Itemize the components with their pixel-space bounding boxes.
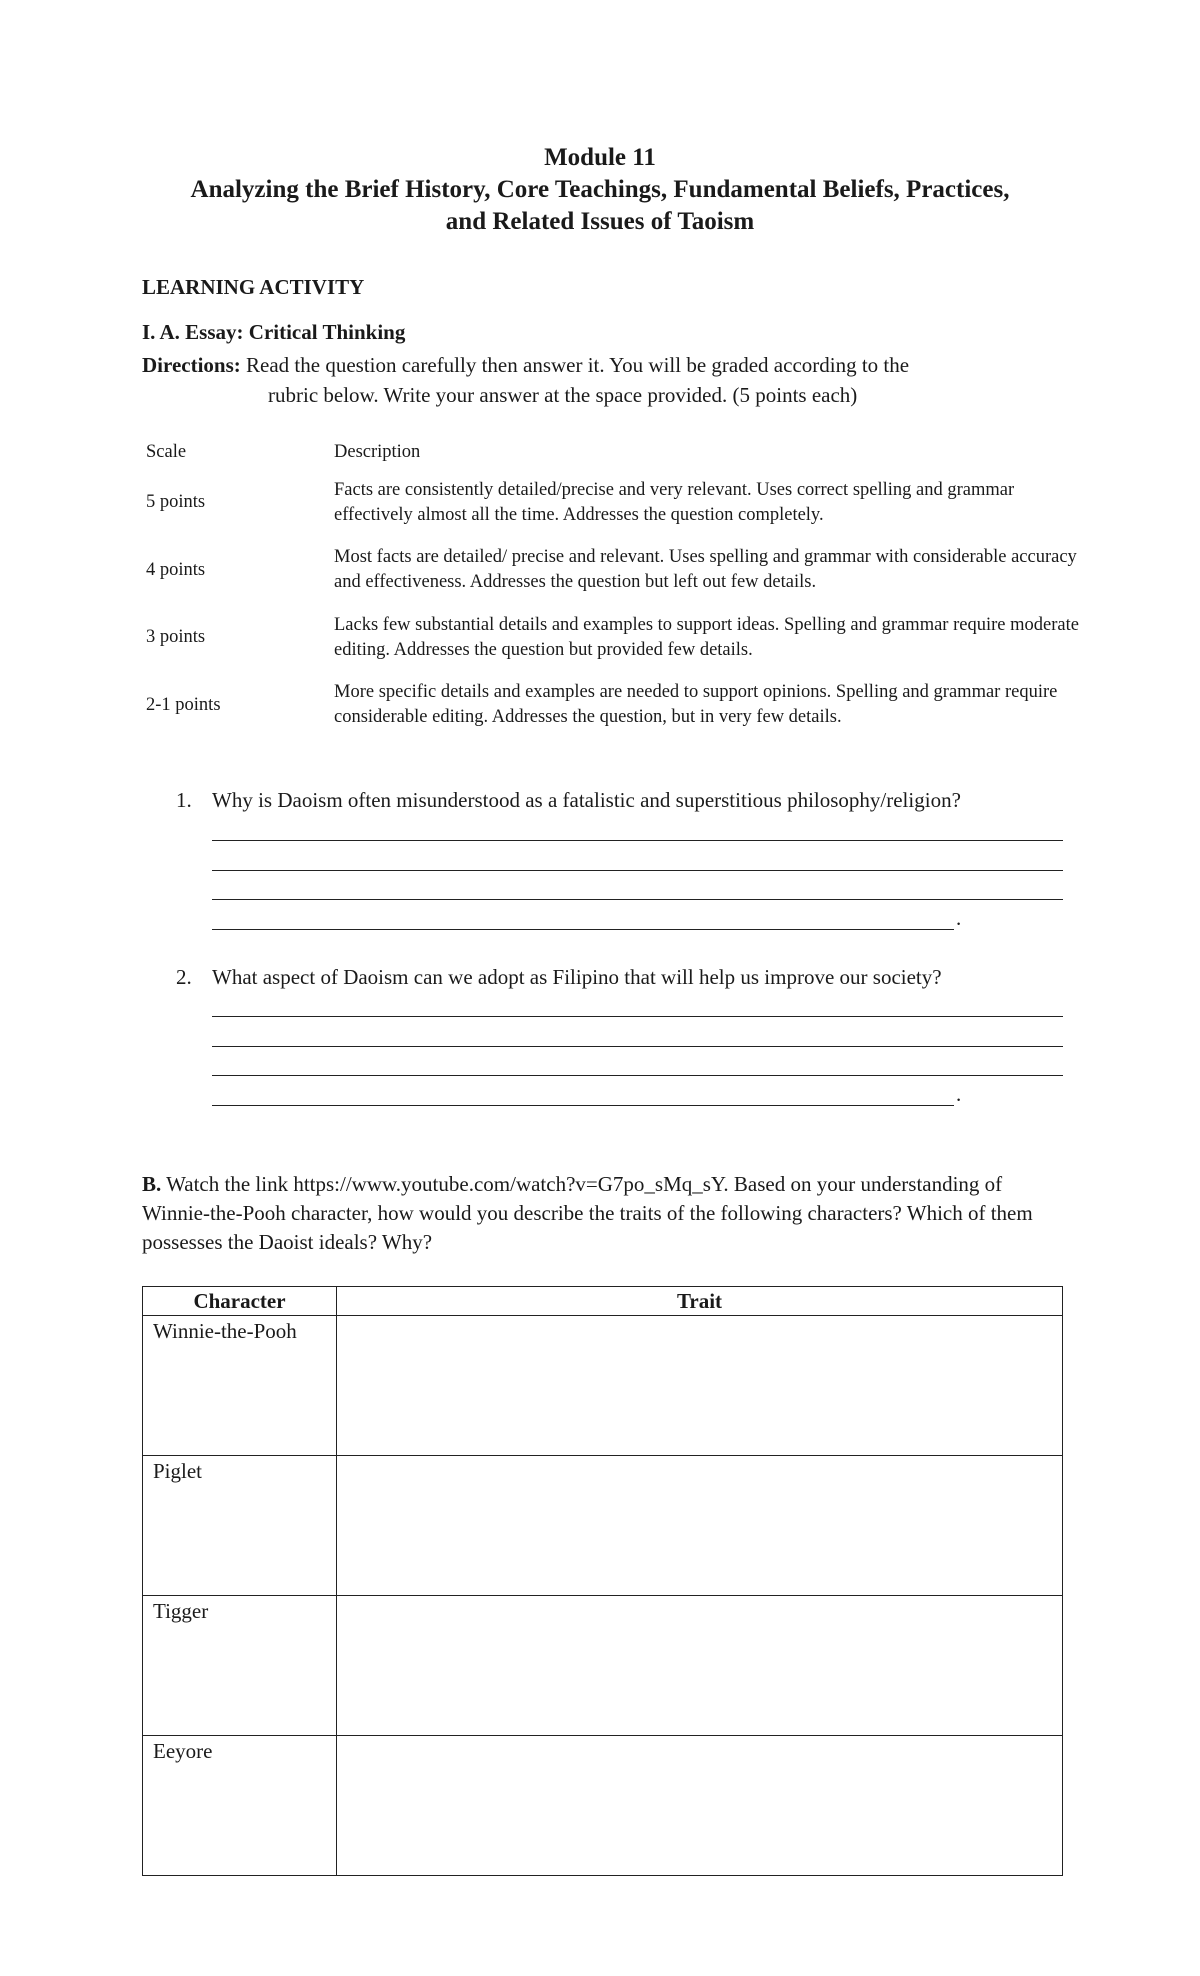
character-name: Tigger — [143, 1596, 337, 1736]
answer-line[interactable] — [212, 1075, 1063, 1076]
character-name: Winnie-the-Pooh — [143, 1316, 337, 1456]
question-2 — [176, 965, 942, 990]
question-1 — [176, 788, 961, 813]
rubric-description: Lacks few substantial details and examples to support ideas. Spelling and grammar require moderate editing. Addresses the question but provided few details. — [334, 614, 1079, 660]
part-b-instructions — [142, 1170, 1072, 1257]
character-row — [143, 1456, 1063, 1596]
rubric-header-description: Description — [334, 442, 421, 462]
rubric-row — [142, 665, 1082, 745]
learning-activity-heading: LEARNING ACTIVITY — [142, 275, 365, 299]
directions-text-2: rubric below. Write your answer at the space provided. (5 points each) — [268, 383, 858, 407]
question-2-number: 2. — [176, 965, 192, 989]
trait-answer-cell[interactable] — [337, 1316, 1063, 1456]
module-number: Module 11 — [544, 144, 656, 171]
rubric-header-row — [142, 440, 1082, 475]
answer-line[interactable] — [212, 870, 1063, 871]
module-title-line-2: and Related Issues of Taoism — [445, 208, 755, 235]
character-trait-table — [142, 1286, 1063, 1876]
question-2-text: What aspect of Daoism can we adopt as Filipino that will help us improve our society? — [212, 965, 942, 989]
rubric-scale: 2-1 points — [146, 694, 221, 715]
character-row — [143, 1316, 1063, 1456]
answer-line[interactable] — [212, 840, 1063, 841]
answer-end-period: . — [956, 1082, 962, 1106]
rubric-row — [142, 610, 1082, 665]
rubric-header-scale: Scale — [146, 442, 187, 462]
rubric-scale: 3 points — [146, 627, 206, 647]
character-row — [143, 1736, 1063, 1876]
directions-paragraph — [142, 350, 1062, 410]
answer-end-period: . — [956, 906, 962, 930]
part-b-text: Watch the link https://www.youtube.com/watch?v=G7po_sMq_sY. Based on your understanding of Winnie-the-Pooh character, how would you describe the traits of the following characters? Which of them possesses the Daoist ideals? Why? — [142, 1172, 1033, 1254]
rubric-row — [142, 475, 1082, 530]
rubric-scale: 4 points — [146, 559, 206, 580]
part-b-label: B. — [142, 1172, 162, 1196]
answer-line[interactable] — [212, 899, 1063, 900]
module-title-line-1: Analyzing the Brief History, Core Teachings, Fundamental Beliefs, Practices, — [190, 176, 1010, 203]
essay-section-heading: I. A. Essay: Critical Thinking — [142, 320, 406, 344]
trait-column-header: Trait — [337, 1287, 1063, 1316]
trait-answer-cell[interactable] — [337, 1596, 1063, 1736]
rubric-scale: 5 points — [146, 492, 206, 512]
trait-answer-cell[interactable] — [337, 1736, 1063, 1876]
character-name: Piglet — [143, 1456, 337, 1596]
rubric-table — [142, 440, 1082, 745]
rubric-description: Facts are consistently detailed/precise and very relevant. Uses correct spelling and grammar effectively almost all the time. Addresses the question completely. — [334, 479, 1015, 525]
rubric-description: Most facts are detailed/ precise and relevant. Uses spelling and grammar with considerable accuracy and effectiveness. Addresses the question but left out few details. — [334, 547, 1077, 592]
rubric-description: More specific details and examples are needed to support opinions. Spelling and grammar require considerable editing. Addresses the question, but in very few details. — [334, 682, 1058, 727]
answer-line[interactable] — [212, 1016, 1063, 1017]
rubric-row — [142, 530, 1082, 610]
trait-answer-cell[interactable] — [337, 1456, 1063, 1596]
module-title-block — [0, 142, 1200, 238]
directions-text-1: Read the question carefully then answer it. You will be graded according to the — [240, 353, 910, 377]
character-name: Eeyore — [143, 1736, 337, 1876]
question-1-number: 1. — [176, 788, 192, 812]
character-column-header: Character — [143, 1287, 337, 1316]
character-row — [143, 1596, 1063, 1736]
answer-line[interactable] — [212, 1046, 1063, 1047]
character-table-header — [143, 1287, 1063, 1316]
answer-line[interactable] — [212, 1105, 954, 1106]
question-1-text: Why is Daoism often misunderstood as a fatalistic and superstitious philosophy/religion? — [212, 788, 961, 812]
answer-line[interactable] — [212, 929, 954, 930]
directions-label: Directions: — [142, 353, 241, 377]
